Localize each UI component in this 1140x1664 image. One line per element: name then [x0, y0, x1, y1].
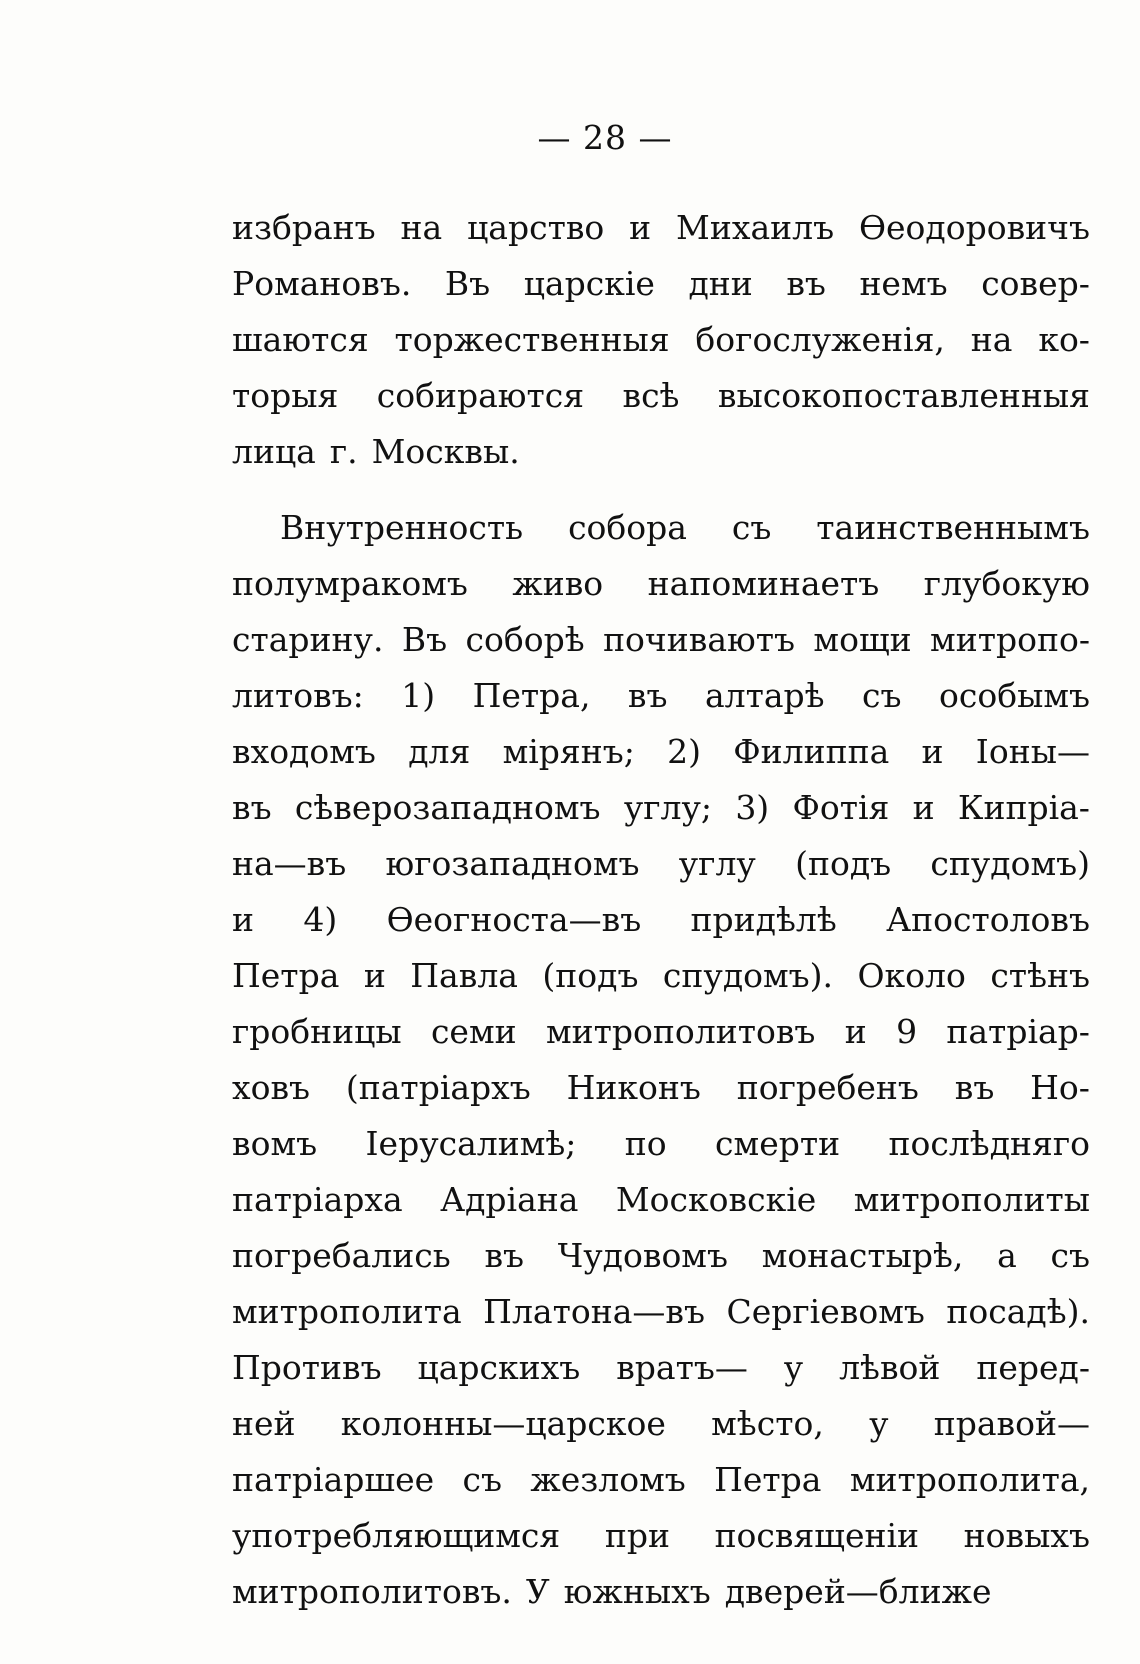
word: и	[363, 956, 386, 995]
text-line	[232, 256, 1090, 312]
word: мірянъ;	[502, 732, 635, 771]
text-line	[232, 1060, 1090, 1116]
word: спудомъ)	[930, 844, 1090, 883]
word: вомъ	[232, 1124, 318, 1163]
text-line	[232, 1228, 1090, 1284]
text-line	[232, 1340, 1090, 1396]
word: по	[624, 1124, 667, 1163]
word: правой—	[933, 1404, 1090, 1443]
word: входомъ	[232, 732, 376, 771]
text-line	[232, 424, 1090, 480]
word: и	[912, 788, 935, 827]
text-line	[232, 1004, 1090, 1060]
word: царскіе	[523, 264, 655, 303]
word: высокопоставленныя	[717, 376, 1090, 415]
word: погребенъ	[736, 1068, 919, 1107]
text-line	[232, 368, 1090, 424]
word: придѣлѣ	[690, 900, 837, 939]
word: въ	[786, 264, 826, 303]
word: Петра	[714, 1460, 822, 1499]
word: Өеодоровичъ	[858, 208, 1090, 247]
word: употребляющимся	[232, 1516, 561, 1555]
word: митрополита,	[849, 1460, 1090, 1499]
word: митрополиты	[853, 1180, 1090, 1219]
word: лица	[232, 432, 316, 471]
word: митрополита	[232, 1292, 462, 1331]
word: Петра	[232, 956, 340, 995]
word: Филиппа	[733, 732, 890, 771]
word: таинственнымъ	[816, 508, 1090, 547]
word: г.	[329, 432, 358, 471]
word: посадѣ).	[946, 1292, 1090, 1331]
word: съ	[731, 508, 772, 547]
word: на—въ	[232, 844, 347, 883]
text-line	[232, 612, 1090, 668]
word: (подъ	[795, 844, 892, 883]
word: Противъ	[232, 1348, 382, 1387]
word: 9	[896, 1012, 918, 1051]
word: жезломъ	[530, 1460, 686, 1499]
word: литовъ:	[232, 676, 364, 715]
text-line	[232, 948, 1090, 1004]
word: (подъ	[542, 956, 639, 995]
word: богослуженія,	[695, 320, 945, 359]
word: Михаилъ	[676, 208, 835, 247]
word: монастырѣ,	[761, 1236, 964, 1275]
word: (патріархъ	[345, 1068, 531, 1107]
word: полумракомъ	[232, 564, 468, 603]
word: съ	[1050, 1236, 1090, 1275]
word: алтарѣ	[704, 676, 825, 715]
word: смерти	[715, 1124, 841, 1163]
word: Іерусалимѣ;	[365, 1124, 577, 1163]
word: Платона—въ	[483, 1292, 705, 1331]
word: 4)	[303, 900, 338, 939]
word: на	[400, 208, 443, 247]
word: ко-	[1038, 320, 1090, 359]
text-line	[232, 1116, 1090, 1172]
text-line	[232, 836, 1090, 892]
word: 1)	[401, 676, 436, 715]
word: напоминаетъ	[647, 564, 880, 603]
paragraph-2	[232, 500, 1090, 1620]
word: торыя	[232, 376, 339, 415]
word: Московскіе	[615, 1180, 817, 1219]
word: У	[525, 1572, 550, 1611]
word: царскихъ	[417, 1348, 581, 1387]
word: митропо-	[930, 620, 1090, 659]
word: на	[970, 320, 1013, 359]
word: Около	[857, 956, 966, 995]
word: старину.	[232, 620, 384, 659]
word: въ	[627, 676, 668, 715]
word: митрополитовъ	[545, 1012, 816, 1051]
word: Чудовомъ	[557, 1236, 728, 1275]
word: съ	[862, 676, 902, 715]
word: углу	[678, 844, 756, 883]
text-line	[232, 1284, 1090, 1340]
word: Фотія	[792, 788, 890, 827]
word: собора	[568, 508, 687, 547]
word: Москвы.	[371, 432, 520, 471]
word: патріарха	[232, 1180, 403, 1219]
word: и	[844, 1012, 867, 1051]
word: всѣ	[622, 376, 680, 415]
word: торжественныя	[394, 320, 670, 359]
paragraph-1	[232, 200, 1090, 480]
text-line	[232, 500, 1090, 556]
word: ней	[232, 1404, 296, 1443]
word: особымъ	[938, 676, 1090, 715]
text-line	[232, 312, 1090, 368]
word: вратъ—	[616, 1348, 748, 1387]
word: въ	[484, 1236, 525, 1275]
word: Въ	[401, 620, 448, 659]
word: спудомъ).	[662, 956, 834, 995]
word: Апостоловъ	[886, 900, 1090, 939]
word: мѣсто,	[711, 1404, 824, 1443]
word: углу;	[623, 788, 713, 827]
word: при	[604, 1516, 670, 1555]
text-line	[232, 724, 1090, 780]
word: избранъ	[232, 208, 376, 247]
word: у	[869, 1404, 889, 1443]
word: Романовъ.	[232, 264, 412, 303]
word: Павла	[410, 956, 518, 995]
text-line	[232, 1396, 1090, 1452]
word: Кипріа-	[957, 788, 1090, 827]
word: югозападномъ	[385, 844, 640, 883]
text-line	[232, 556, 1090, 612]
word: новыхъ	[963, 1516, 1090, 1555]
word: Іоны—	[975, 732, 1090, 771]
text-line	[232, 1508, 1090, 1564]
text-line	[232, 1564, 1090, 1620]
word: послѣдняго	[888, 1124, 1090, 1163]
word: съ	[462, 1460, 502, 1499]
word: патріаршее	[232, 1460, 435, 1499]
word: у	[783, 1348, 804, 1387]
word: мощи	[813, 620, 912, 659]
word: патріар-	[946, 1012, 1090, 1051]
text-line	[232, 1172, 1090, 1228]
word: семи	[430, 1012, 517, 1051]
word: Въ	[444, 264, 491, 303]
word: а	[997, 1236, 1017, 1275]
word: совер-	[981, 264, 1090, 303]
word: царство	[467, 208, 605, 247]
text-line	[232, 200, 1090, 256]
word: соборѣ	[465, 620, 585, 659]
word: дни	[688, 264, 753, 303]
word: Петра,	[472, 676, 591, 715]
word: живо	[512, 564, 604, 603]
word: посвященіи	[714, 1516, 920, 1555]
word: гробницы	[232, 1012, 402, 1051]
text-line	[232, 1452, 1090, 1508]
word: немъ	[859, 264, 948, 303]
word: дверей—ближе	[724, 1572, 992, 1611]
text-line	[232, 780, 1090, 836]
word: колонны—царское	[340, 1404, 666, 1443]
text-line	[232, 668, 1090, 724]
word: 2)	[667, 732, 701, 771]
word: перед-	[976, 1348, 1090, 1387]
page-number: — 28 —	[537, 118, 673, 157]
word: ховъ	[232, 1068, 311, 1107]
word: Сергіевомъ	[726, 1292, 925, 1331]
word: и	[232, 900, 254, 939]
word: почиваютъ	[603, 620, 795, 659]
word: въ	[954, 1068, 995, 1107]
word: и	[629, 208, 652, 247]
word: Никонъ	[566, 1068, 701, 1107]
word: сѣверозападномъ	[294, 788, 601, 827]
word: 3)	[735, 788, 770, 827]
word: лѣвой	[839, 1348, 941, 1387]
word: южныхъ	[563, 1572, 711, 1611]
word: погребались	[232, 1236, 451, 1275]
word: Өеогноста—въ	[386, 900, 642, 939]
word: стѣнъ	[990, 956, 1090, 995]
word: и	[921, 732, 944, 771]
word: Но-	[1030, 1068, 1090, 1107]
word: Внутренность	[280, 508, 524, 547]
word: Адріана	[440, 1180, 579, 1219]
word: митрополитовъ.	[232, 1572, 512, 1611]
word: глубокую	[923, 564, 1090, 603]
word: для	[408, 732, 471, 771]
text-line	[232, 892, 1090, 948]
word: шаются	[232, 320, 369, 359]
word: собираются	[376, 376, 585, 415]
word: въ	[232, 788, 272, 827]
